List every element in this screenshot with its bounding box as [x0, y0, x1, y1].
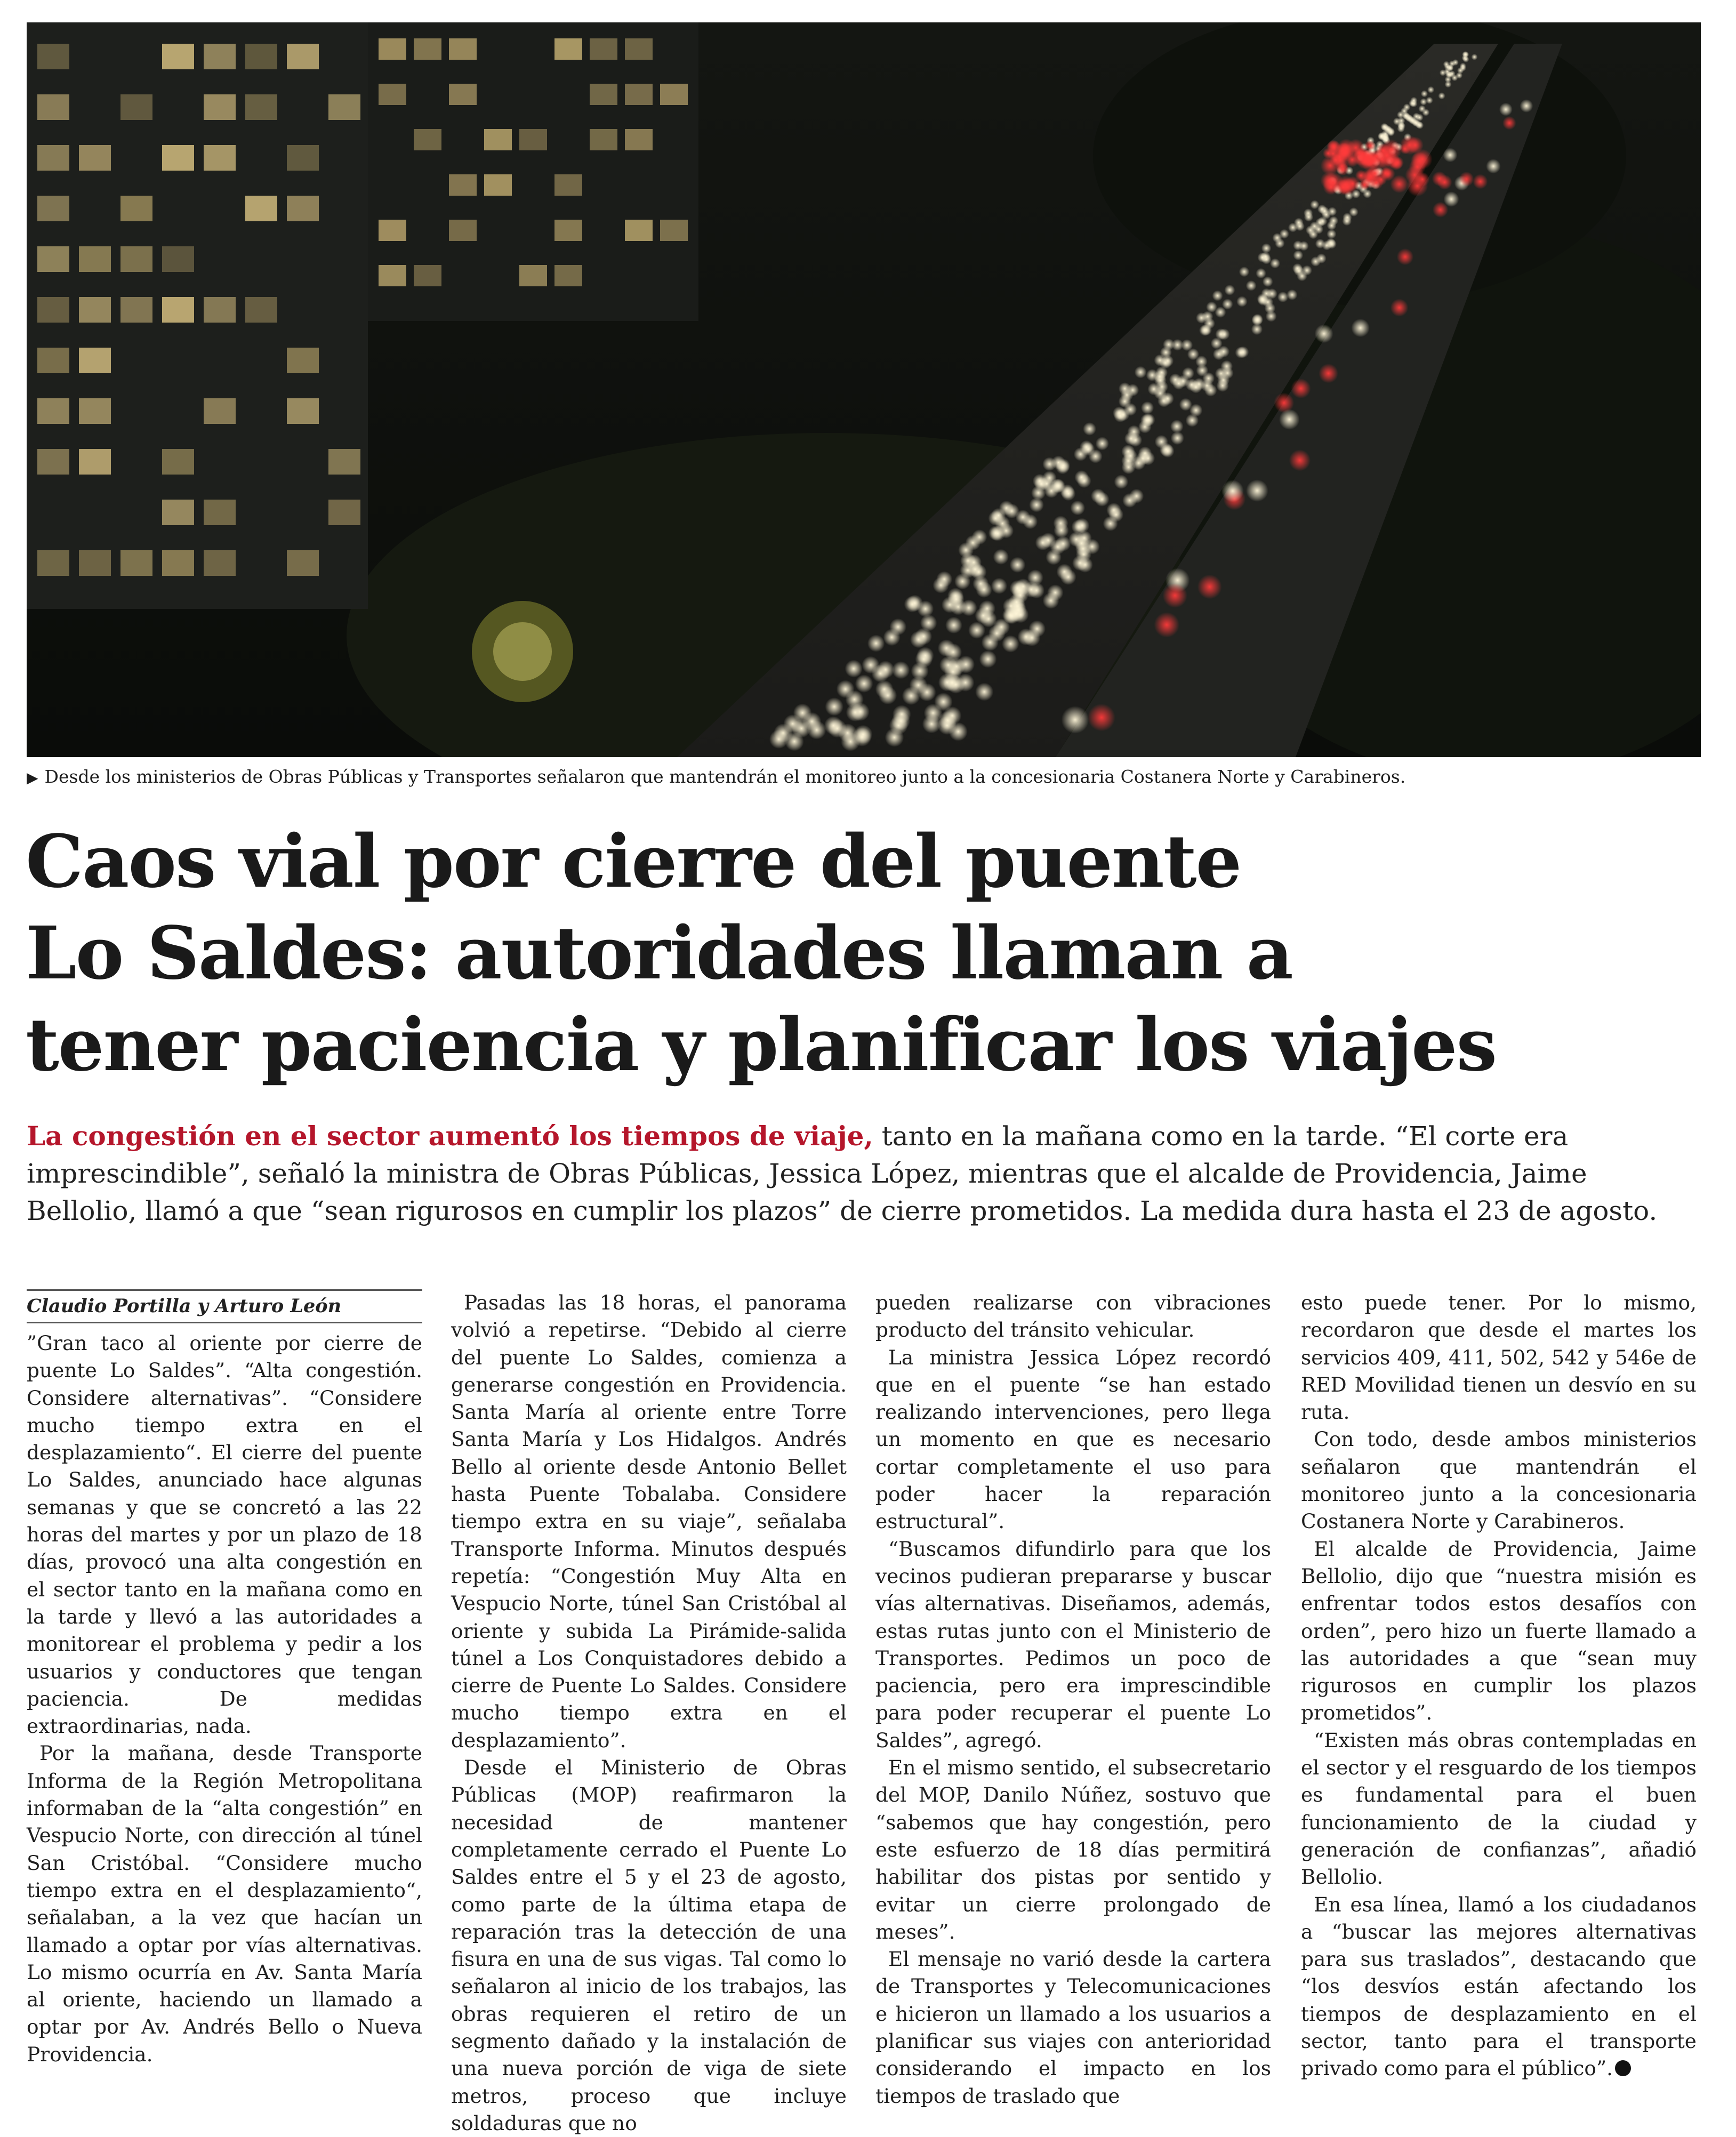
end-of-article-icon: [1615, 2060, 1631, 2076]
caption-text: Desde los ministerios de Obras Públicas y Transportes señalaron que mantendrán el monitoreo junto a la concesionaria Costanera Norte y Carabineros.: [44, 766, 1406, 787]
article-column-4: [1301, 1289, 1697, 2083]
article-column-1: [27, 1289, 422, 2068]
article-column-3: [875, 1289, 1271, 2110]
paragraph: En el mismo sentido, el subsecretario del MOP, Danilo Núñez, sostuvo que “sabemos que hay congestión, pero este esfuerzo de 18 días permitirá habilitar dos pistas por sentido y evitar un cierre prolongado de meses”.: [875, 1756, 1271, 1943]
byline-box: [27, 1289, 422, 1323]
headline-line-1: Caos vial por cierre del puente: [26, 819, 1241, 904]
paragraph: La ministra Jessica López recordó que en el puente “se han estado realizando intervenciones, pero llega un momento en que es necesario cortar completamente el uso para poder hacer la reparación estructural”.: [875, 1345, 1271, 1533]
deck-lead: La congestión en el sector aumentó los tiempos de viaje,: [27, 1120, 873, 1152]
paragraph: Desde el Ministerio de Obras Públicas (MOP) reafirmaron la necesidad de mantener completamente cerrado el Puente Lo Saldes entre el 5 y el 23 de agosto, como parte de la última etapa de reparación tras la detección de una fisura en una de sus vigas. Tal como lo señalaron al inicio de los trabajos, las obras requieren el retiro de un segmento dañado y la instalación de una nueva porción de viga de siete metros, proceso que incluye soldaduras que no: [451, 1756, 847, 2135]
paragraph: [1301, 1891, 1697, 2083]
photo-caption: [27, 765, 1711, 790]
paragraph: “Buscamos difundirlo para que los vecinos pudieran prepararse y buscar vías alternativas. Diseñamos, además, estas rutas junto con el Ministerio de Transportes. Pedimos un poco de paciencia, pero era imprescindible para poder recuperar el puente Lo Saldes”, agregó.: [875, 1537, 1271, 1752]
paragraph: Pasadas las 18 horas, el panorama volvió a repetirse. “Debido al cierre del puente Lo Saldes, comienza a generarse congestión en Providencia. Santa María al oriente entre Torre Santa María y Los Hidalgos. Andrés Bello al oriente desde Antonio Bellet hasta Puente Tobalaba. Considere tiempo extra en su viaje”, señalaba Transporte Informa. Minutos después repetía: “Congestión Muy Alta en Vespucio Norte, túnel San Cristóbal al oriente y subida La Pirámide-salida túnel a Los Conquistadores debido a cierre de Puente Lo Saldes. Considere mucho tiempo extra en el desplazamiento”.: [451, 1291, 847, 1752]
deck-line-1-rest: tanto en la mañana como en la tarde. “El corte era: [873, 1121, 1569, 1152]
paragraph: ”Gran taco al oriente por cierre de puente Lo Saldes”. “Alta congestión. Considere alternativas”. “Considere mucho tiempo extra en el desplazamiento“. El cierre del puente Lo Saldes, anunciado hace algunas semanas y que se concretó a las 22 horas del martes y por un plazo de 18 días, provocó una alta congestión en el sector tanto en la mañana como en la tarde y llevó a las autoridades a monitorear el problema y pedir a los usuarios y conductores que tengan paciencia. De medidas extraordinarias, nada.: [27, 1331, 422, 1738]
paragraph: “Existen más obras contempladas en el sector y el resguardo de los tiempos es fundamental para el buen funcionamiento de la ciudad y generación de confianzas”, añadió Bellolio.: [1301, 1728, 1697, 1889]
deck-line-3: Bellolio, llamó a que “sean rigurosos en cumplir los plazos” de cierre prometidos. La medida dura hasta el 23 de agosto.: [27, 1195, 1658, 1226]
paragraph-text: En esa línea, llamó a los ciudadanos a “buscar las mejores alternativas para sus traslados”, destacando que “los desvíos están afectando los tiempos de desplazamiento en el sector, tanto para el transporte privado como para el público”.: [1301, 1892, 1697, 2080]
caption-triangle-icon: ▶: [27, 769, 38, 786]
news-photo-night-traffic: [27, 22, 1701, 757]
headline-line-2: Lo Saldes: autoridades llaman a: [26, 911, 1292, 996]
paragraph: esto puede tener. Por lo mismo, recordaron que desde el martes los servicios 409, 411, 502, 542 y 546e de RED Movilidad tienen un desvío en su ruta.: [1301, 1291, 1697, 1424]
byline: Claudio Portilla y Arturo León: [27, 1295, 342, 1317]
paragraph: Por la mañana, desde Transporte Informa de la Región Metropolitana informaban de la “alta congestión” en Vespucio Norte, con dirección al túnel San Cristóbal. “Considere mucho tiempo extra en el desplazamiento“, señalaban, a la vez que hacían un llamado a optar por vías alternativas. Lo mismo ocurría en Av. Santa María al oriente, haciendo un llamado a optar por Av. Andrés Bello o Nueva Providencia.: [27, 1741, 422, 2066]
headline-line-3: tener paciencia y planificar los viajes: [26, 1002, 1497, 1088]
paragraph: El alcalde de Providencia, Jaime Bellolio, dijo que “nuestra misión es enfrentar todos estos desafíos con orden”, pero hizo un fuerte llamado a las autoridades a que “sean muy rigurosos en cumplir los plazos prometidos”.: [1301, 1537, 1697, 1725]
paragraph: pueden realizarse con vibraciones producto del tránsito vehicular.: [875, 1291, 1271, 1342]
article-column-2: [451, 1289, 847, 2137]
headline: [26, 816, 1625, 1091]
deck-line-2: imprescindible”, señaló la ministra de Obras Públicas, Jessica López, mientras que el alcalde de Providencia, Jaime: [27, 1158, 1587, 1189]
deck-line-1: [27, 1118, 1695, 1155]
paragraph: El mensaje no varió desde la cartera de Transportes y Telecomunicaciones e hicieron un llamado a los usuarios a planificar sus viajes con anterioridad considerando el impacto en los tiempos de traslado que: [875, 1947, 1271, 2108]
paragraph: Con todo, desde ambos ministerios señalaron que mantendrán el monitoreo junto a la concesionaria Costanera Norte y Carabineros.: [1301, 1427, 1697, 1533]
photo-illustration: [27, 22, 1701, 757]
deck: [27, 1118, 1695, 1230]
